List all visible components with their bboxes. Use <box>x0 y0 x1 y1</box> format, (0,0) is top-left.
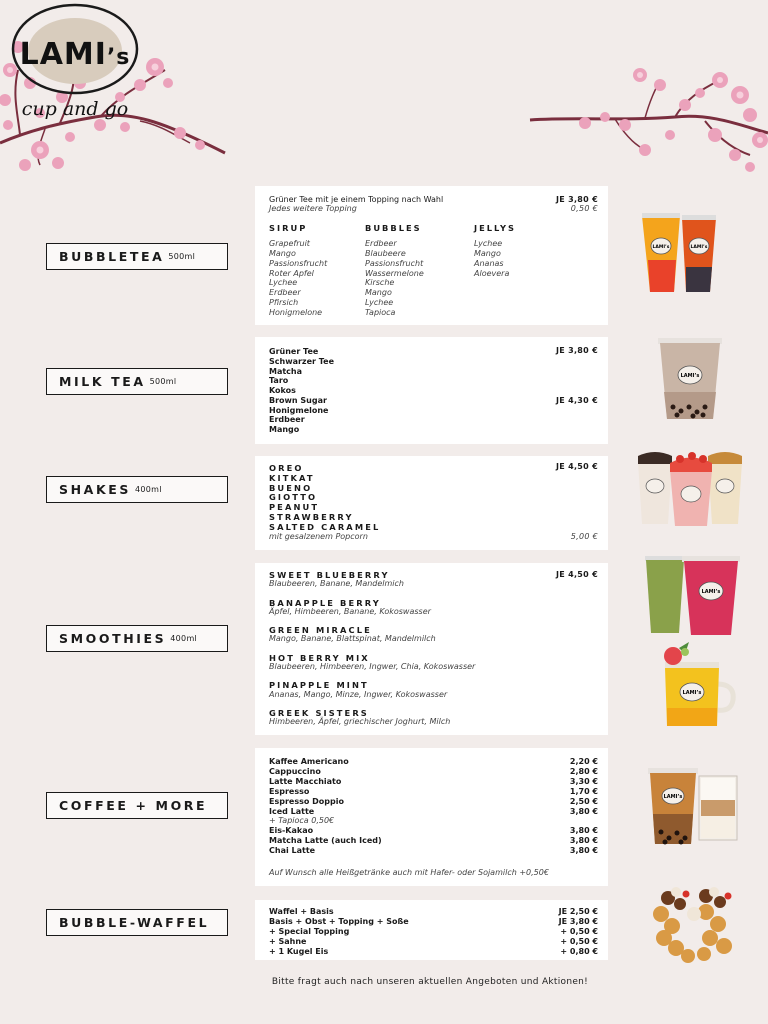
list-item: Aloevera <box>474 268 510 278</box>
list-item: Kokos <box>269 386 296 395</box>
list-item: Espresso <box>269 786 310 796</box>
smoothie-name: HOT BERRY MIX <box>269 653 370 663</box>
smoothie-name: SWEET BLUEBERRY <box>269 570 390 580</box>
category-name: SMOOTHIES <box>59 631 167 646</box>
list-item: + 1 Kugel Eis <box>269 946 329 956</box>
list-item: Mango <box>269 248 296 258</box>
bubbletea-cups-image <box>640 212 742 296</box>
category-size: 400ml <box>134 485 162 494</box>
category-name: MILK TEA <box>59 374 146 389</box>
list-price: 3,80 € <box>569 836 598 846</box>
list-item: Erdbeer <box>269 288 301 298</box>
bubbletea-extra-price: 0,50 € <box>570 204 598 213</box>
smoothies-price: JE 4,50 € <box>555 570 598 579</box>
list-price: + 0,50 € <box>560 926 598 936</box>
shakes-cups-image <box>632 450 748 528</box>
category-size: 400ml <box>170 634 198 643</box>
smoothie-desc: Mango, Banane, Blattspinat, Mandelmilch <box>269 634 436 643</box>
list-price: JE 2,50 € <box>558 907 598 916</box>
list-item: Honigmelone <box>269 307 323 317</box>
brand-name: LAMI’s <box>19 37 131 72</box>
list-item: SALTED CARAMEL <box>269 521 381 532</box>
list-item: Basis + Obst + Topping + Soße <box>269 916 409 926</box>
list-price: 3,80 € <box>569 826 598 836</box>
bubbletea-panel <box>255 186 608 325</box>
list-item: Kaffee Americano <box>269 757 349 766</box>
smoothie-desc: Himbeeren, Äpfel, griechischer Joghurt, Milch <box>269 717 451 726</box>
list-item: PEANUT <box>269 502 320 513</box>
milk-tea-group-1 <box>269 347 334 435</box>
list-price: 3,80 € <box>569 806 598 816</box>
list-item: Taro <box>269 376 289 386</box>
list-price: 2,50 € <box>569 796 598 806</box>
list-item: Chai Latte <box>269 846 316 856</box>
smoothie-name: BANAPPLE BERRY <box>269 598 381 608</box>
bubbles-header: BUBBLES <box>365 223 422 233</box>
coffee-list <box>269 757 382 856</box>
coffee-note: Auf Wunsch alle Heißgetränke auch mit Hafer- oder Sojamilch +0,50€ <box>269 868 549 877</box>
jellys-header: JELLYS <box>474 223 517 233</box>
pineapple-jar-image <box>655 642 737 730</box>
category-coffee-more <box>46 792 228 819</box>
list-item: Tapioca <box>365 307 396 317</box>
list-item: Schwarzer Tee <box>269 356 334 366</box>
sirup-header: SIRUP <box>269 223 308 233</box>
list-item: Waffel + Basis <box>269 907 334 916</box>
list-price: 1,70 € <box>569 786 598 796</box>
list-item: BUENO <box>269 482 313 493</box>
milk-tea-price-2: JE 4,30 € <box>555 396 598 405</box>
list-price: JE 3,80 € <box>558 916 598 926</box>
list-item: STRAWBERRY <box>269 511 354 522</box>
category-name: COFFEE + MORE <box>59 798 208 813</box>
list-item: Honigmelone <box>269 405 329 415</box>
shakes-price: JE 4,50 € <box>555 462 598 471</box>
list-item: Blaubeere <box>365 248 406 258</box>
shakes-list <box>269 464 380 533</box>
category-name: SHAKES <box>59 482 131 497</box>
list-item: + Special Topping <box>269 926 350 936</box>
cup-label: LAMI’s <box>663 794 683 800</box>
smoothie-name: GREEK SISTERS <box>269 708 369 718</box>
category-shakes <box>46 476 228 503</box>
category-bubble-waffel <box>46 909 228 936</box>
category-smoothies <box>46 625 228 652</box>
cherry-blossom-right-decoration <box>525 55 768 175</box>
waffel-list <box>269 907 409 957</box>
coffee-cups-image <box>645 764 741 848</box>
coffee-panel <box>255 748 608 886</box>
bubbletea-price: JE 3,80 € <box>555 195 598 204</box>
milk-tea-price-1: JE 3,80 € <box>555 346 598 355</box>
milk-tea-panel <box>255 337 608 444</box>
list-price: 3,80 € <box>569 846 598 856</box>
list-item: Erdbeer <box>365 239 397 248</box>
category-milk-tea <box>46 368 228 395</box>
list-item: Mango <box>474 248 501 258</box>
list-item: KITKAT <box>269 472 315 483</box>
list-price: + 0,50 € <box>560 936 598 946</box>
bubbletea-intro: Grüner Tee mit je einem Topping nach Wahl <box>269 195 444 204</box>
category-name: BUBBLE-WAFFEL <box>59 915 210 930</box>
bubble-waffel-image <box>646 884 742 964</box>
list-item: Ananas <box>474 258 504 268</box>
list-item: Mango <box>365 288 392 298</box>
list-item: Lychee <box>474 239 503 248</box>
list-item: Kirsche <box>365 278 395 288</box>
smoothie-desc: Blaubeeren, Himbeeren, Ingwer, Chia, Kokoswasser <box>269 662 476 671</box>
cup-label: LAMI’s <box>652 245 670 250</box>
shakes-note-price: 5,00 € <box>570 532 598 541</box>
list-item: Mango <box>269 425 300 434</box>
list-item: Cappuccino <box>269 766 321 776</box>
list-item: GIOTTO <box>269 492 318 503</box>
list-item: Lychee <box>365 298 394 308</box>
category-size: 500ml <box>149 377 177 386</box>
smoothie-name: GREEN MIRACLE <box>269 625 372 635</box>
list-item: Roter Apfel <box>269 268 314 278</box>
smoothie-cups-image <box>642 555 742 637</box>
list-item: Grüner Tee <box>269 347 319 356</box>
smoothie-desc: Blaubeeren, Banane, Mandelmich <box>269 579 404 588</box>
waffel-prices <box>559 907 598 957</box>
list-price: + 0,80 € <box>560 946 598 956</box>
list-item: Erdbeer <box>269 415 305 425</box>
list-item: Espresso Doppio <box>269 796 344 806</box>
smoothie-desc: Äpfel, Himbeeren, Banane, Kokoswasser <box>269 607 431 616</box>
bubbles-list <box>365 239 424 318</box>
list-item: Grapefruit <box>269 239 310 248</box>
smoothie-name: PINAPPLE MINT <box>269 680 369 690</box>
shakes-note: mit gesalzenem Popcorn <box>269 532 368 541</box>
bubbletea-extra: Jedes weitere Topping <box>269 204 357 213</box>
list-item: Matcha <box>269 366 303 376</box>
cup-label: LAMI’s <box>690 245 708 250</box>
list-item: Pfirsich <box>269 298 299 308</box>
cup-label: LAMI’s <box>701 589 721 595</box>
category-name: BUBBLETEA <box>59 249 165 264</box>
list-item: + Sahne <box>269 936 307 946</box>
category-size: 500ml <box>168 252 196 261</box>
waffel-panel <box>255 900 608 960</box>
brand-logo <box>0 0 150 132</box>
list-item: Brown Sugar <box>269 395 327 405</box>
smoothie-desc: Ananas, Mango, Minze, Ingwer, Kokoswasser <box>269 690 448 699</box>
list-item: Passionsfrucht <box>269 258 328 268</box>
list-item: Lychee <box>269 278 298 288</box>
list-price: 2,20 € <box>569 757 598 766</box>
coffee-prices <box>570 757 598 856</box>
list-price: 2,80 € <box>569 766 598 776</box>
list-item: OREO <box>269 463 304 473</box>
milk-tea-cup-image <box>655 337 725 421</box>
list-item: Iced Latte <box>269 806 315 816</box>
smoothies-panel <box>255 563 608 735</box>
shakes-panel <box>255 456 608 550</box>
list-item: Passionsfrucht <box>365 258 424 268</box>
cup-label: LAMI’s <box>682 690 702 696</box>
list-item: Latte Macchiato <box>269 776 342 786</box>
list-item: Wassermelone <box>365 268 424 278</box>
list-item: Matcha Latte (auch Iced) <box>269 836 382 846</box>
footer-note: Bitte fragt auch nach unseren aktuellen Angeboten und Aktionen! <box>271 977 589 987</box>
brand-tagline: cup and go <box>21 98 129 120</box>
jellys-list <box>474 239 509 278</box>
list-price: 3,30 € <box>569 776 598 786</box>
cup-label: LAMI’s <box>680 373 700 379</box>
list-item: + Tapioca 0,50€ <box>269 816 335 826</box>
category-bubbletea <box>46 243 228 270</box>
sirup-list <box>269 239 327 318</box>
list-item: Eis-Kakao <box>269 826 314 836</box>
